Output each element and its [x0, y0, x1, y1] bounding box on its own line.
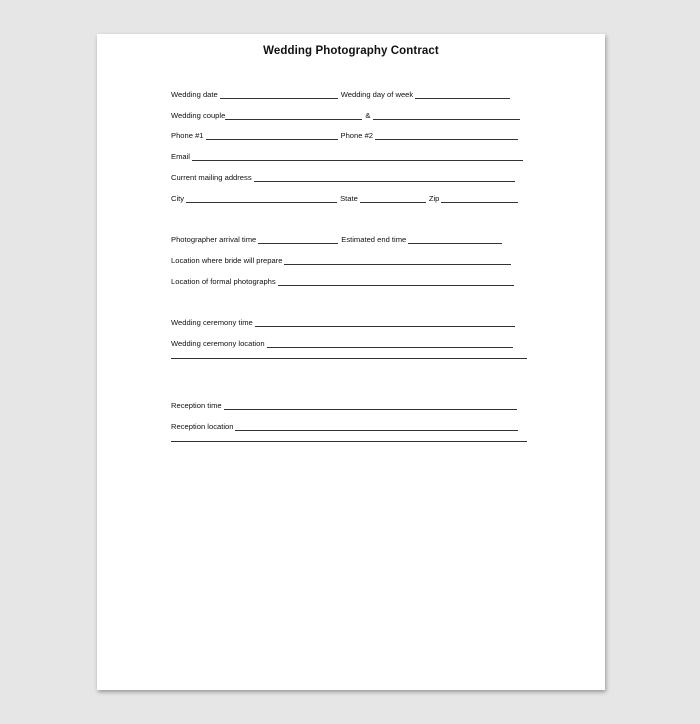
- label-ceremony-location: Wedding ceremony location: [171, 339, 265, 348]
- label-phone-1: Phone #1: [171, 131, 204, 140]
- label-email: Email: [171, 152, 190, 161]
- field-mailing-address[interactable]: [254, 173, 515, 182]
- row-arrival-end: [171, 233, 502, 244]
- row-formal-photos: [171, 275, 514, 286]
- field-reception-time[interactable]: [224, 401, 517, 410]
- field-partner-2[interactable]: [373, 111, 520, 120]
- row-mailing-address: [171, 171, 515, 182]
- field-phone-1[interactable]: [206, 131, 338, 140]
- field-reception-location[interactable]: [235, 422, 518, 431]
- field-email[interactable]: [192, 152, 523, 161]
- field-reception-location-line-2[interactable]: [171, 441, 527, 442]
- field-ceremony-location-line-2[interactable]: [171, 358, 527, 359]
- field-partner-1[interactable]: [225, 111, 362, 120]
- field-wedding-date[interactable]: [220, 90, 338, 99]
- label-arrival-time: Photographer arrival time: [171, 235, 257, 244]
- document-title: Wedding Photography Contract: [263, 45, 439, 57]
- row-reception-location: [171, 420, 518, 431]
- field-end-time[interactable]: [408, 235, 502, 244]
- field-arrival-time[interactable]: [258, 235, 338, 244]
- row-ceremony-location: [171, 337, 513, 348]
- label-formal-photos: Location of formal photographs: [171, 277, 276, 286]
- row-ceremony-time: [171, 316, 515, 327]
- row-reception-time: [171, 399, 517, 410]
- row-email: [171, 150, 523, 161]
- document-page: [97, 34, 605, 690]
- row-city-state-zip: [171, 192, 518, 203]
- label-wedding-couple: Wedding couple: [171, 111, 226, 120]
- field-ceremony-location[interactable]: [267, 339, 513, 348]
- label-ceremony-time: Wedding ceremony time: [171, 318, 253, 327]
- field-bride-prepare[interactable]: [284, 256, 511, 265]
- label-wedding-day-of-week: Wedding day of week: [340, 90, 414, 99]
- row-bride-prepare: [171, 254, 511, 265]
- label-reception-location: Reception location: [171, 422, 234, 431]
- label-end-time: Estimated end time: [341, 235, 407, 244]
- row-wedding-date: [171, 88, 510, 99]
- label-phone-2: Phone #2: [340, 131, 374, 140]
- label-zip: Zip: [428, 194, 440, 203]
- field-phone-2[interactable]: [375, 131, 518, 140]
- label-city: City: [171, 194, 185, 203]
- field-city[interactable]: [186, 194, 337, 203]
- field-wedding-day-of-week[interactable]: [415, 90, 510, 99]
- label-reception-time: Reception time: [171, 401, 222, 410]
- row-wedding-couple: [171, 109, 520, 120]
- field-state[interactable]: [360, 194, 426, 203]
- field-zip[interactable]: [441, 194, 518, 203]
- label-ampersand: &: [365, 111, 371, 120]
- label-state: State: [340, 194, 358, 203]
- row-phones: [171, 129, 518, 140]
- label-bride-prepare: Location where bride will prepare: [171, 256, 283, 265]
- field-formal-photos[interactable]: [278, 277, 514, 286]
- field-ceremony-time[interactable]: [255, 318, 515, 327]
- label-mailing-address: Current mailing address: [171, 173, 252, 182]
- label-wedding-date: Wedding date: [171, 90, 218, 99]
